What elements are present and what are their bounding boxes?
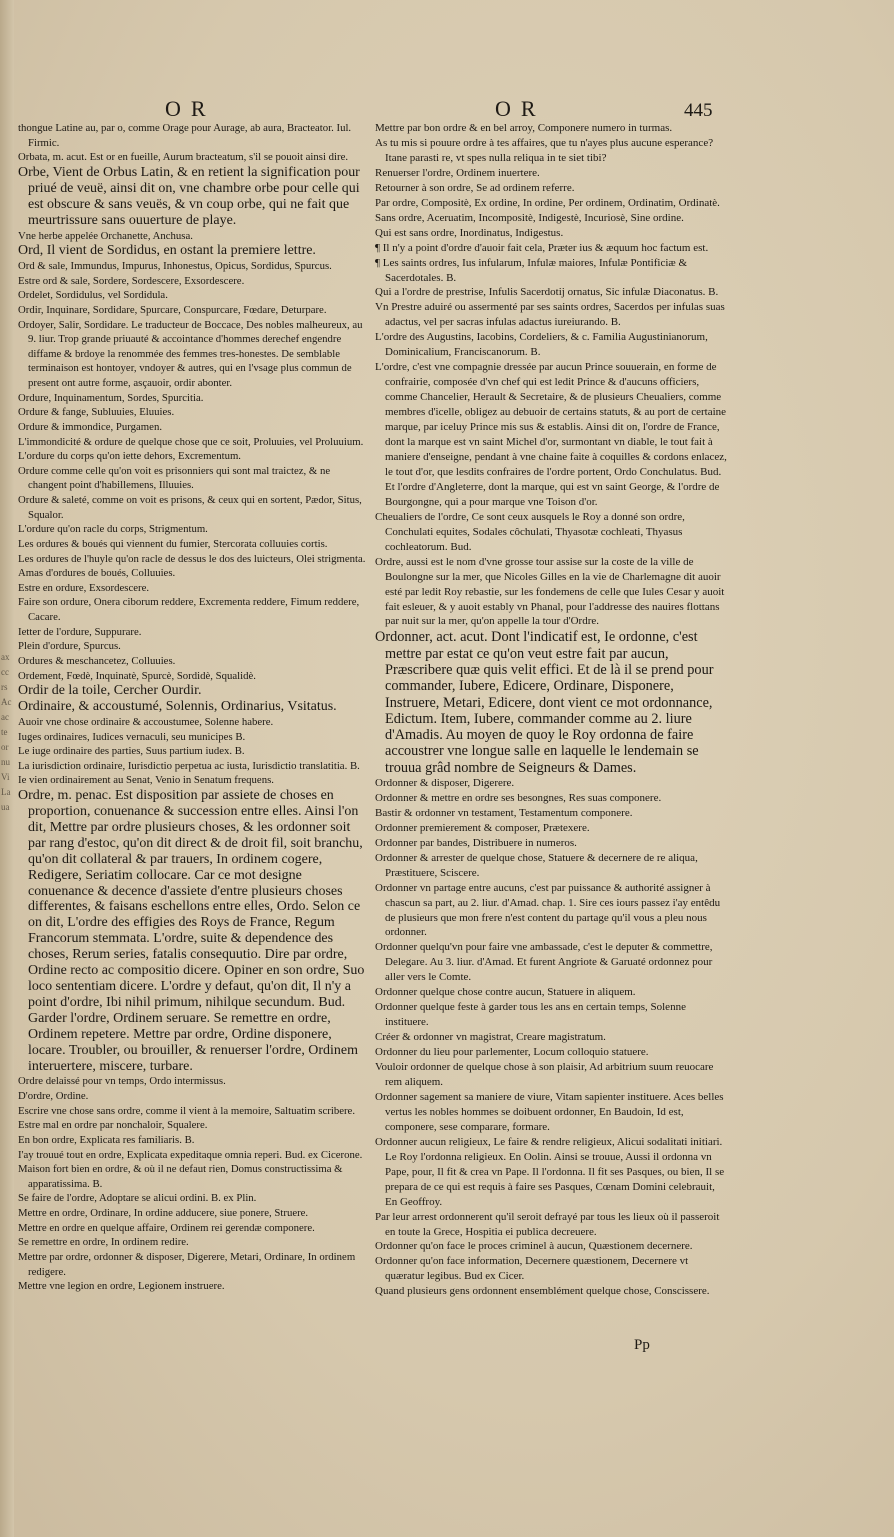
- dictionary-entry: L'ordre, c'est vne compagnie dressée par aucun Prince souuerain, en forme de confrairie, composée d'vn chef qui est ledit Prince & d'aucuns officiers, comme Chancelier, Herault & Secretaire, & de plusieurs Cheualiers, comme membres d'icelle, obligez au debuoir de certains statuts, & au port de certaine marque, par iceluy Prince mis sus & establis. Ainsi dit on, l'ordre de France, dont la marque est vn saint Michel d'or, surmontant vn diable, le tout fait à maniere d'enseigne, pendant à vne chaine faite à coquilles & cordons enlacez, le tout d'or, que lesdits confraires de l'ordre portent, Ordo Conchulatus. Bud. Et l'ordre d'Angleterre, dont la marque, qui est vn saint George, & l'ordre de Bourgongne, qui a pour marque vne Toison d'or.: [375, 361, 727, 508]
- dictionary-entry: thongue Latine au, par o, comme Orage pour Aurage, ab aura, Bracteator. Iul. Firmic.: [18, 122, 352, 149]
- dictionary-entry: Ordonner quelqu'vn pour faire vne ambassade, c'est le deputer & commettre, Delegare. Au 3. liur. d'Amad. Et furent Angriote & Garuaté ordonnez pour aller vers le Comte.: [375, 941, 713, 984]
- dictionary-entry: Ordonner qu'on face le proces criminel à aucun, Quæstionem decernere.: [375, 1240, 693, 1253]
- dictionary-entry: D'ordre, Ordine.: [18, 1090, 89, 1103]
- dictionary-entry: Qui est sans ordre, Inordinatus, Indigestus.: [375, 226, 564, 239]
- dictionary-entry: L'immondicité & ordure de quelque chose que ce soit, Proluuies, vel Proluuium.: [18, 435, 364, 448]
- dictionary-entry: Mettre vne legion en ordre, Legionem instruere.: [18, 1280, 225, 1293]
- margin-fragment: te: [1, 727, 8, 737]
- dictionary-entry: Vne herbe appelée Orchanette, Anchusa.: [18, 229, 193, 242]
- dictionary-entry: Ordure comme celle qu'on voit es prisonniers qui sont mal traictez, & ne changent point d'habillemens, Illuuies.: [18, 464, 331, 492]
- margin-fragment: ax: [1, 652, 10, 662]
- dictionary-entry: Ordure & immondice, Purgamen.: [18, 420, 163, 433]
- dictionary-entry: ¶ Il n'y a point d'ordre d'auoir fait cela, Præter ius & æquum hoc factum est.: [375, 241, 709, 254]
- margin-fragment: Vi: [1, 772, 10, 782]
- dictionary-entry: Se remettre en ordre, In ordinem redire.: [18, 1236, 189, 1249]
- dictionary-entry: Ordoyer, Salir, Sordidare. Le traducteur de Boccace, Des nobles malheureux, au 9. liur. Trop grande priuauté & accointance d'hommes derechef engendre diffame & brdoye la renommée des femmes tres-honestes. De semblable terminaison est hontoyer, vndoyer & autres, qui en l'vsage plus commun de present ont autre forme, asçauoir, ordir abonter.: [18, 318, 363, 390]
- dictionary-entry: Ordinaire, & accoustumé, Solennis, Ordinarius, Vsitatus.: [18, 699, 337, 715]
- dictionary-entry: Qui a l'ordre de prestrise, Infulis Sacerdotij ornatus, Sic infulæ Diaconatus. B.: [375, 286, 719, 299]
- dictionary-entry: Ietter de l'ordure, Suppurare.: [18, 625, 142, 638]
- dictionary-entry: Bastir & ordonner vn testament, Testamentum componere.: [375, 806, 633, 819]
- dictionary-entry: Vouloir ordonner de quelque chose à son plaisir, Ad arbitrium suum reuocare rem aliquem.: [375, 1061, 714, 1088]
- dictionary-entry: Ord, Il vient de Sordidus, en ostant la premiere lettre.: [18, 243, 316, 259]
- dictionary-entry: Ordonner par bandes, Distribuere in numeros.: [375, 836, 577, 849]
- margin-fragment: ua: [1, 802, 10, 812]
- dictionary-entry: Ordonner du lieu pour parlementer, Locum colloquio statuere.: [375, 1046, 649, 1059]
- dictionary-entry: Sans ordre, Aceruatim, Incompositè, Indigestè, Incuriosè, Sine ordine.: [375, 211, 684, 224]
- running-head-right: OR: [495, 96, 546, 121]
- dictionary-entry: Ordonner & mettre en ordre ses besongnes, Res suas componere.: [375, 791, 662, 804]
- dictionary-entry: Plein d'ordure, Spurcus.: [18, 640, 121, 653]
- dictionary-entry: Ordonner quelque feste à garder tous les ans en certain temps, Solenne instituere.: [375, 1001, 686, 1029]
- dictionary-entry: Ordonner aucun religieux, Le faire & rendre religieux, Alicui sodalitati initiari. Le Roy l'ordonna religieux. En Oolin. Ainsi se trouue, Aussi il ordonna vn Pape, pour, Il fit & crea vn Pape. Il l'ordonna. Il fit ses Pasques, ou bien, Il se prepara de ce qui est requis à faire ses Pasques, Cœnam Domini celebrauit, En Geoffroy.: [375, 1135, 725, 1208]
- dictionary-entry: Mettre en ordre en quelque affaire, Ordinem rei gerendæ componere.: [18, 1221, 315, 1234]
- dictionary-entry: Escrire vne chose sans ordre, comme il vient à la memoire, Saltuatim scribere.: [18, 1104, 356, 1117]
- running-head-left: OR: [165, 96, 216, 121]
- margin-fragment: nu: [1, 757, 10, 767]
- right-column: [375, 121, 727, 1299]
- dictionary-entry: Ordure & saleté, comme on voit es prisons, & ceux qui en sortent, Pædor, Situs, Squalor.: [18, 494, 362, 521]
- dictionary-entry: Les ordures & boués qui viennent du fumier, Stercorata colluuies cortis.: [18, 537, 328, 550]
- dictionary-entry: Faire son ordure, Onera ciborum reddere, Excrementa reddere, Fimum reddere, Cacare.: [18, 596, 360, 624]
- dictionary-entry: Ordonner & arrester de quelque chose, Statuere & decernere de re aliqua, Præstituere, Sciscere.: [375, 851, 698, 879]
- dictionary-entry: Mettre en ordre, Ordinare, In ordine adducere, siue ponere, Struere.: [18, 1207, 309, 1220]
- dictionary-entry: Ordre, m. penac. Est disposition par assiete de choses en proportion, conuenance & succession entre elles. Ainsi l'on dit, Mettre par ordre plusieurs choses, & les ordonner soit par rang d'estoc, qu'on dit direct & de droit fil, soit branchu, qu'on dit collateral & par trauers, In ordinem cogere, Redigere, Seriatim collocare. Car ce mot designe conuenance & decence d'assiete d'entre plusieurs choses differentes, & faisans eschellons entre elles, Ordo. Selon ce on dit, L'ordre des effigies des Roys de France, Regum Francorum stemmata. L'ordre, suite & dependence des choses, Rerum series, fatalis consequutio. Dire par ordre, Ordine recto ac compositio dicere. Opiner en son ordre, Suo loco sententiam dicere. L'ordre y defaut, qu'on dit, Il n'y a point d'ordre, Ibi nihil primum, nihilque secundum. Bud. Garder l'ordre, Ordinem seruare. Se remettre en ordre, Ordinem repetere. Mettre par ordre, Ordine disponere, locare. Troubler, ou brouiller, & renuerser l'ordre, Ordinem interuertere, miscere, turbare.: [18, 788, 365, 1074]
- margin-fragment: ac: [1, 712, 9, 722]
- dictionary-entry: Ordures & meschancetez, Colluuies.: [18, 654, 176, 667]
- dictionary-entry: ¶ Les saints ordres, Ius infularum, Infulæ maiores, Infulæ Pontificiæ & Sacerdotales. B.: [375, 256, 688, 284]
- dictionary-entry: Ordonner vn partage entre aucuns, c'est par puissance & authorité assigner à chascun sa part, au 2. liur. d'Amad. chap. 1. Sire ces iours passez i'ay entêdu de plusieurs que mon frere n'est content du partage qu'il vous a pleu nous ordonner.: [375, 881, 721, 939]
- dictionary-entry: L'ordure qu'on racle du corps, Strigmentum.: [18, 523, 208, 536]
- margin-fragment: or: [1, 742, 9, 752]
- dictionary-entry: I'ay trouué tout en ordre, Explicata expeditaque omnia reperi. Bud. ex Cicerone.: [18, 1148, 363, 1161]
- dictionary-entry: Vn Prestre aduiré ou assermenté par ses saints ordres, Sacerdos per infulas suas adactus, vel per sacras infulas adactus iureiurando. B.: [375, 301, 725, 329]
- dictionary-entry: Ordre delaissé pour vn temps, Ordo intermissus.: [18, 1075, 226, 1088]
- dictionary-entry: Amas d'ordures de boués, Colluuies.: [18, 567, 176, 580]
- dictionary-entry: Les ordures de l'huyle qu'on racle de dessus le dos des luicteurs, Olei strigmenta.: [18, 552, 366, 565]
- dictionary-entry: Ordonner, act. acut. Dont l'indicatif est, Ie ordonne, c'est mettre par estat ce qu'on veut estre fait par aucun, Præscribere quæ quis velit effici. Et de là il se prend pour commander, Iubere, Edicere, Ordinare, Disponere, Instruere, Metari, Edicere, dont vient ce mot ordonnance, Edictum. Item, Iubere, commander comme au 2. liure d'Amadis. Au moyen de quoy le Roy ordonna de faire accoustrer vne longue salle en laquelle le lendemain se trouua grâd nombre de Seigneurs & Dames.: [375, 629, 714, 776]
- dictionary-entry: Ordement, Fœdè, Inquinatè, Spurcè, Sordidè, Squalidè.: [18, 669, 256, 682]
- signature-mark: Pp: [634, 1337, 650, 1353]
- dictionary-entry: As tu mis si pouure ordre à tes affaires, que tu n'ayes plus aucune esperance? Itane parasti re, vt spes nulla reliqua in te siet tibi?: [375, 136, 714, 164]
- margin-fragment: Ac: [1, 697, 12, 707]
- dictionary-entry: Ordre, aussi est le nom d'vne grosse tour assise sur la coste de la ville de Boulongne sur la mer, que Nicoles Gilles en la vie de Charlemagne dit auoir esté par ledit Roy rebastie, sur les fondemens de celle que Iules Cesar y auoit fait esleuer, & y auoit estably vn Phanal, pour l'addresse des nauires flottans par nuit sur la mer, qu'on appelle la tour d'Ordre.: [375, 555, 725, 628]
- dictionary-entry: Auoir vne chose ordinaire & accoustumee, Solenne habere.: [18, 715, 274, 728]
- dictionary-entry: Maison fort bien en ordre, & où il ne defaut rien, Domus constructissima & apparatissima. B.: [18, 1163, 343, 1190]
- dictionary-entry: Estre ord & sale, Sordere, Sordescere, Exsordescere.: [18, 274, 245, 287]
- dictionary-entry: Le iuge ordinaire des parties, Suus partium iudex. B.: [18, 745, 245, 758]
- adjacent-page-margin: [1, 650, 15, 815]
- dictionary-entry: Ordir, Inquinare, Sordidare, Spurcare, Conspurcare, Fœdare, Deturpare.: [18, 303, 327, 316]
- dictionary-entry: Orbata, m. acut. Est or en fueille, Aurum bracteatum, s'il se pouoit ainsi dire.: [18, 151, 349, 164]
- dictionary-entry: Ordure, Inquinamentum, Sordes, Spurcitia.: [18, 391, 204, 404]
- dictionary-entry: La iurisdiction ordinaire, Iurisdictio perpetua ac iusta, Iurisdictio translatitia. B.: [18, 759, 360, 772]
- dictionary-entry: L'ordure du corps qu'on iette dehors, Excrementum.: [18, 450, 241, 463]
- dictionary-entry: Cheualiers de l'ordre, Ce sont ceux ausquels le Roy a donné son ordre, Conchulati equites, Sodales côchulati, Thyasotæ cochleati, Thyasus cochleatorum. Bud.: [375, 510, 685, 553]
- left-column: [18, 121, 370, 1294]
- dictionary-entry: Ordonner sagement sa maniere de viure, Vitam sapienter instituere. Aces belles vertus les nobles hommes se doibuent ordonner, En Baudoin, Id est, componere, sese comparare, formare.: [375, 1090, 724, 1133]
- dictionary-entry: Estre mal en ordre par nonchaloir, Squalere.: [18, 1119, 208, 1132]
- dictionary-entry: Ordonner premierement & composer, Prætexere.: [375, 821, 590, 834]
- dictionary-entry: Ordure & fange, Subluuies, Eluuies.: [18, 406, 175, 419]
- dictionary-entry: Orbe, Vient de Orbus Latin, & en retient la signification pour priué de veuë, ainsi dit on, vne chambre orbe pour celle qui est obscure & sans veuës, & vn coup orbe, qui ne fait que meurtrissure sans ouuerture de playe.: [18, 164, 360, 228]
- margin-fragment: rs: [1, 682, 8, 692]
- margin-fragment: cc: [1, 667, 9, 677]
- dictionary-entry: Mettre par bon ordre & en bel arroy, Componere numero in turmas.: [375, 122, 673, 134]
- dictionary-entry: Mettre par ordre, ordonner & disposer, Digerere, Metari, Ordinare, In ordinem redigere.: [18, 1250, 356, 1278]
- dictionary-entry: Créer & ordonner vn magistrat, Creare magistratum.: [375, 1031, 606, 1044]
- margin-fragment: La: [1, 787, 11, 797]
- dictionary-entry: Ie vien ordinairement au Senat, Venio in Senatum frequens.: [18, 774, 274, 787]
- dictionary-entry: L'ordre des Augustins, Iacobins, Cordeliers, & c. Familia Augustinianorum, Dominicalium, Franciscanorum. B.: [375, 331, 708, 359]
- dictionary-entry: Retourner à son ordre, Se ad ordinem referre.: [375, 181, 575, 194]
- dictionary-entry: Par leur arrest ordonnerent qu'il seroit defrayé par tous les lieux où il passeroit en toute la Grece, Hospitia ei publica decreuere.: [375, 1210, 720, 1238]
- dictionary-entry: Estre en ordure, Exsordescere.: [18, 581, 150, 594]
- dictionary-entry: Iuges ordinaires, Iudices vernaculi, seu municipes B.: [18, 730, 246, 743]
- dictionary-entry: Ordonner quelque chose contre aucun, Statuere in aliquem.: [375, 986, 636, 999]
- dictionary-entry: Ord & sale, Immundus, Impurus, Inhonestus, Opicus, Sordidus, Spurcus.: [18, 260, 332, 273]
- dictionary-entry: Ordelet, Sordidulus, vel Sordidula.: [18, 289, 168, 302]
- dictionary-entry: Ordonner & disposer, Digerere.: [375, 776, 515, 789]
- dictionary-entry: Par ordre, Compositè, Ex ordine, In ordine, Per ordinem, Ordinatim, Ordinatè.: [375, 196, 720, 209]
- dictionary-entry: Se faire de l'ordre, Adoptare se alicui ordini. B. ex Plin.: [18, 1192, 257, 1205]
- dictionary-entry: Ordir de la toile, Cercher Ourdir.: [18, 683, 202, 699]
- dictionary-entry: Renuerser l'ordre, Ordinem inuertere.: [375, 166, 540, 179]
- dictionary-entry: Ordonner qu'on face information, Decernere quæstionem, Decernere vt quæratur legibus. Bud ex Cicer.: [375, 1255, 689, 1283]
- dictionary-entry: En bon ordre, Explicata res familiaris. B.: [18, 1133, 195, 1146]
- page-number: 445: [684, 100, 713, 121]
- dictionary-entry: Quand plusieurs gens ordonnent ensemblément quelque chose, Conscissere.: [375, 1285, 710, 1298]
